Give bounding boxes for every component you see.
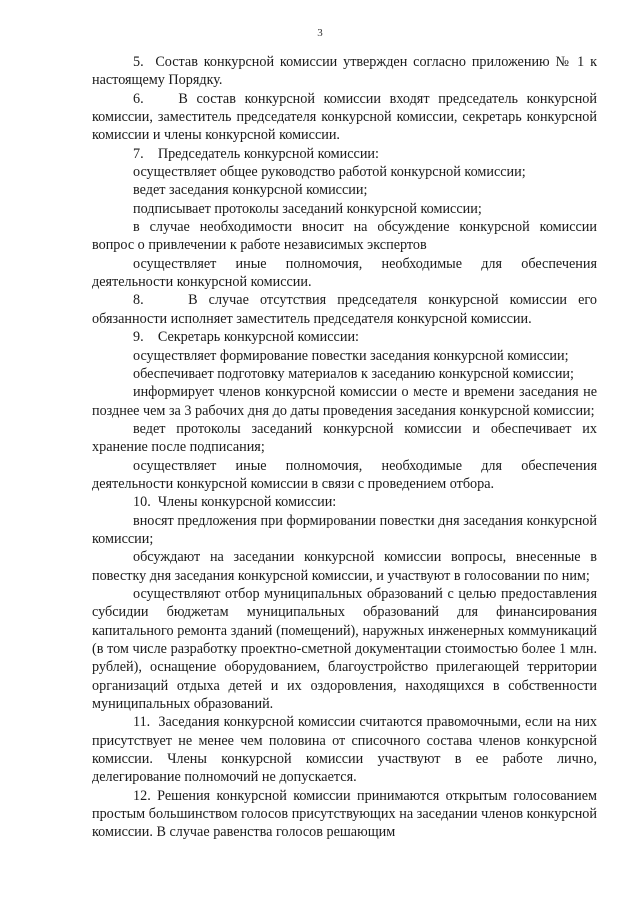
paragraph: подписывает протоколы заседаний конкурсной комиссии;: [133, 200, 482, 217]
page-number: 3: [317, 27, 323, 39]
paragraph: осуществляет формирование повестки заседания конкурсной комиссии;: [133, 347, 569, 364]
paragraph: осуществляет иные полномочия, необходимые для обеспечения деятельности конкурсной комиссии.: [92, 255, 597, 291]
paragraph: в случае необходимости вносит на обсуждение конкурсной комиссии вопрос о привлечении к работе независимых экспертов: [92, 219, 597, 254]
paragraph: осуществляют отбор муниципальных образований с целью предоставления субсидии бюджетам муниципальных образований для финансирования капитального ремонта зданий (помещений), наружных инженерных коммуникаций (в том числе разработку проектно-сметной документации стоимостью более 1 млн. рублей), оснащение оборудованием, благоустройство прилегающей территории организаций отдыха детей и их оздоровления, находящихся в собственности муниципальных образований.: [92, 585, 597, 713]
paragraph: информирует членов конкурсной комиссии о месте и времени заседания не позднее чем за 3 рабочих дня до даты проведения заседания конкурсной комиссии;: [92, 384, 597, 419]
paragraph: обсуждают на заседании конкурсной комиссии вопросы, внесенные в повестку дня заседания конкурсной комиссии, и участвуют в голосовании по ним;: [92, 549, 597, 584]
paragraph: 6. В состав конкурсной комиссии входят председатель конкурсной комиссии, заместитель председателя конкурсной комиссии, секретарь конкурсной комиссии и члены конкурсной комиссии.: [92, 90, 597, 144]
document-body: [92, 53, 597, 842]
paragraph: ведет заседания конкурсной комиссии;: [133, 182, 368, 199]
paragraph: осуществляет общее руководство работой конкурсной комиссии;: [133, 164, 526, 181]
paragraph: вносят предложения при формировании повестки дня заседания конкурсной комиссии;: [92, 512, 597, 547]
paragraph: осуществляет иные полномочия, необходимые для обеспечения деятельности конкурсной комиссии в связи с проведением отбора.: [92, 457, 597, 492]
paragraph: 5. Состав конкурсной комиссии утвержден согласно приложению № 1 к настоящему Порядку.: [92, 54, 597, 89]
paragraph: 12. Решения конкурсной комиссии принимаются открытым голосованием простым большинством голосов присутствующих на заседании членов конкурсной комиссии. В случае равенства голосов решающим: [92, 787, 597, 841]
paragraph: 11. Заседания конкурсной комиссии считаются правомочными, если на них присутствует не менее чем половина от списочного состава членов конкурсной комиссии. Члены конкурсной комиссии участвуют в ее работе лично, делегирование полномочий не допускается.: [92, 714, 597, 786]
paragraph: 8. В случае отсутствия председателя конкурсной комиссии его обязанности исполняет заместитель председателя конкурсной комиссии.: [92, 292, 597, 327]
paragraph: 10. Члены конкурсной комиссии:: [133, 494, 337, 511]
paragraph: 9. Секретарь конкурсной комиссии:: [133, 329, 359, 346]
paragraph: 7. Председатель конкурсной комиссии:: [133, 145, 379, 162]
paragraph: ведет протоколы заседаний конкурсной комиссии и обеспечивает их хранение после подписания;: [92, 420, 597, 456]
paragraph: обеспечивает подготовку материалов к заседанию конкурсной комиссии;: [133, 365, 574, 382]
